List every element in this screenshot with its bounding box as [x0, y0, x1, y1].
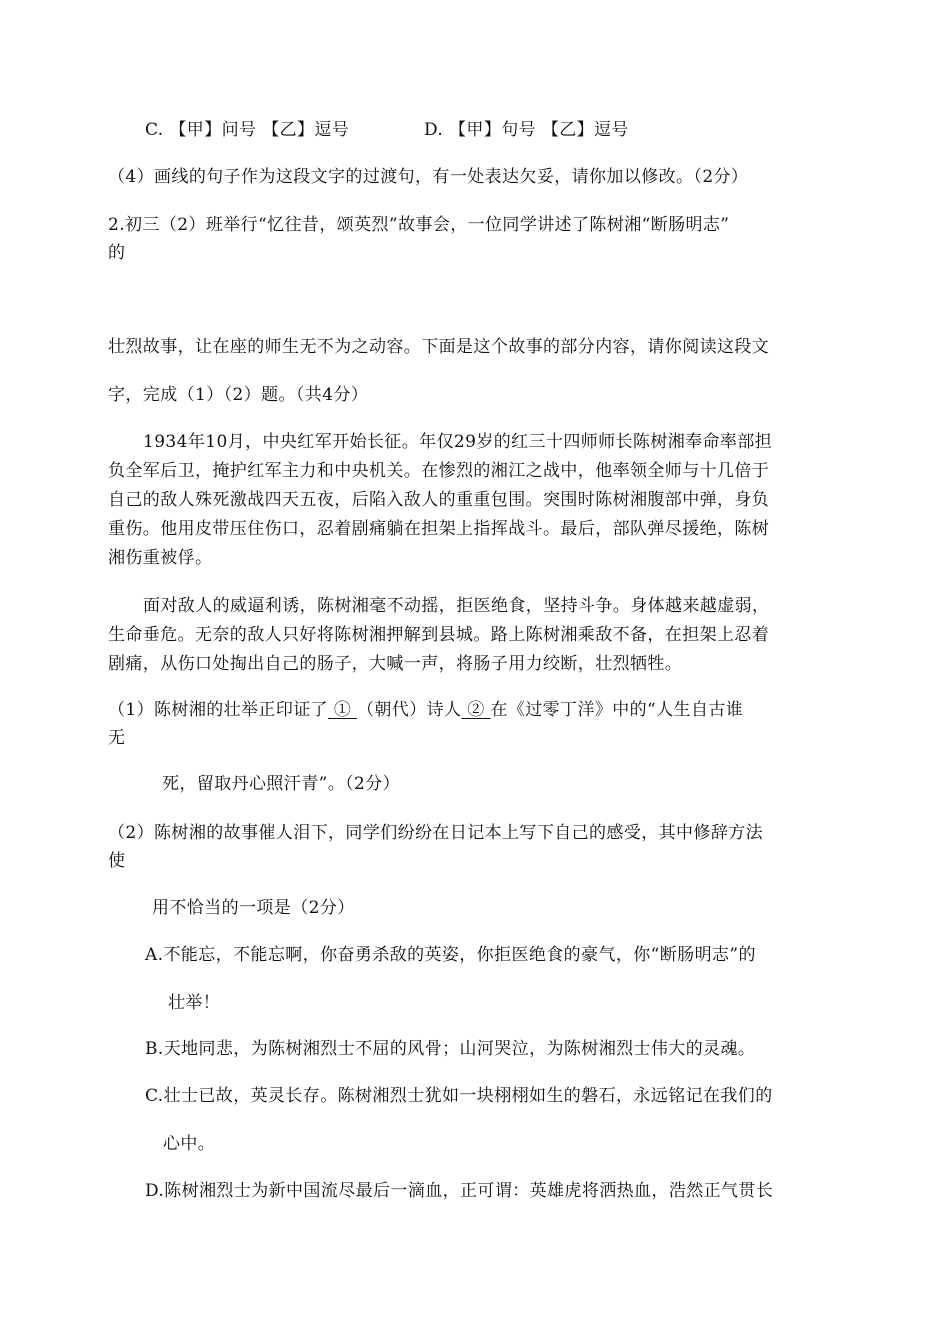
sub-question-2-line3: 用不恰当的一项是（2分）: [152, 898, 355, 918]
question-2-intro-line1: 2.初三（2）班举行“忆往昔，颂英烈”故事会，一位同学讲述了陈树湘“断肠明志”: [108, 215, 730, 235]
option-a-line1: A.不能忘，不能忘啊，你奋勇杀敌的英姿，你拒医绝食的豪气，你“断肠明志”的: [145, 945, 756, 965]
option-c-q1: C. 【甲】问号 【乙】逗号: [145, 120, 350, 140]
passage-p1-line2: 负全军后卫，掩护红军主力和中央机关。在惨烈的湘江之战中，他率领全师与十几倍于: [108, 461, 770, 481]
sub-question-1-prefix: （1）陈树湘的壮举正印证了: [108, 700, 329, 720]
passage-p2-line2: 生命垂危。无奈的敌人只好将陈树湘押解到县城。路上陈树湘乘敌不备，在担架上忍着: [108, 625, 770, 645]
option-d-line1: D.陈树湘烈士为新中国流尽最后一滴血，正可谓：英雄虎将洒热血，浩然正气贯长: [145, 1181, 774, 1201]
sub-question-1-line3: 死，留取丹心照汗青”。（2分）: [162, 774, 401, 794]
option-b-line1: B.天地同悲，为陈树湘烈士不屈的风骨；山河哭泣，为陈树湘烈士伟大的灵魂。: [145, 1039, 756, 1059]
sub-question-1-suffix: 在《过零丁洋》中的“人生自古谁: [490, 700, 744, 720]
question-2-intro-line2: 的: [108, 243, 126, 263]
passage-p2-line1: 面对敌人的威逼利诱，陈树湘毫不动摇，拒医绝食，坚持斗争。身体越来越虚弱，: [143, 596, 770, 616]
passage-p1-line4: 重伤。他用皮带压住伤口，忍着剧痛躺在担架上指挥战斗。最后，部队弹尽援绝，陈树: [108, 519, 770, 539]
question-2-intro-line4: 字，完成（1）（2）题。（共4分）: [108, 385, 369, 405]
sub-question-1-line2: 无: [108, 728, 126, 748]
passage-p2-line3: 剧痛，从伤口处掏出自己的肠子，大喊一声，将肠子用力绞断，壮烈牺牲。: [108, 654, 683, 674]
passage-p1-line1: 1934年10月，中央红军开始长征。年仅29岁的红三十四师师长陈树湘奉命率部担: [143, 432, 773, 452]
passage-p1-line3: 自己的敌人殊死激战四天五夜，后陷入敌人的重重包围。突围时陈树湘腹部中弹，身负: [108, 490, 770, 510]
passage-p1-line5: 湘伤重被俘。: [108, 548, 213, 568]
option-c-line1: C.壮士已故，英灵长存。陈树湘烈士犹如一块栩栩如生的磐石，永远铭记在我们的: [145, 1086, 773, 1106]
sub-question-1-mid: （朝代）诗人: [357, 700, 462, 720]
blank-2: ②: [461, 700, 491, 720]
option-c-line2: 心中。: [163, 1134, 216, 1154]
sub-question-1-line1: [108, 695, 743, 720]
sub-question-2-line2: 使: [108, 851, 126, 871]
sub-question-2-line1: （2）陈树湘的故事催人泪下，同学们纷纷在日记本上写下自己的感受，其中修辞方法: [108, 823, 764, 843]
question-2-intro-line3: 壮烈故事，让在座的师生无不为之动容。下面是这个故事的部分内容，请你阅读这段文: [108, 337, 770, 357]
blank-1: ①: [328, 700, 358, 720]
option-d-q1: D. 【甲】句号 【乙】逗号: [424, 120, 629, 140]
option-a-line2: 壮举！: [168, 993, 221, 1013]
question-1-4: （4）画线的句子作为这段文字的过渡句，有一处表达欠妥，请你加以修改。（2分）: [108, 167, 749, 187]
